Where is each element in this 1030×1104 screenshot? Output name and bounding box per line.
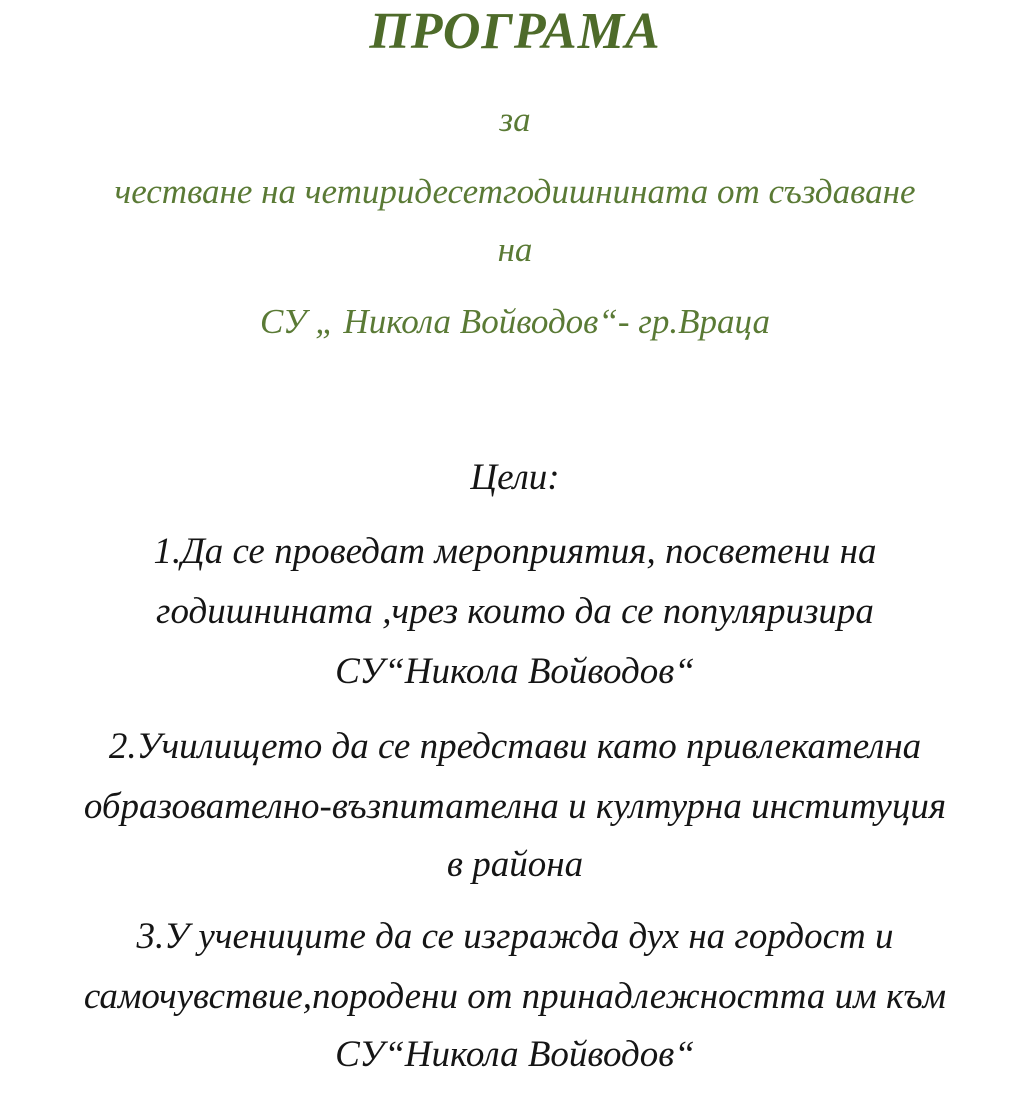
goal-1-line-2: годишнината ,чрез които да се популяризира [156,591,874,632]
subtitle-line-za: за [499,100,531,139]
goal-2-line-3: в района [446,844,584,885]
goal-3-line-1: 3.У учениците да се изгражда дух на гордост и [136,916,894,957]
goal-2-line-1: 2.Училището да се представи като привлекателна [108,726,922,767]
goal-3-line-2: самочувствие,породени от принадлежността им към [83,976,947,1017]
subtitle-line-school: СУ „ Никола Войводов“- гр.Враца [260,302,770,341]
goal-2-line-2: образователно-възпитателна и културна институция [83,786,947,827]
goal-1-line-3: СУ“Никола Войводов“ [335,651,695,692]
subtitle-line-na: на [497,230,533,269]
program-title: ПРОГРАМА [369,3,661,60]
goal-3-line-3: СУ“Никола Войводов“ [335,1034,695,1075]
subtitle-line-celebration: честване на четиридесетгодишнината от създаване [114,172,916,211]
goals-heading: Цели: [470,457,560,498]
goal-1-line-1: 1.Да се проведат мероприятия, посветени на [153,531,877,572]
